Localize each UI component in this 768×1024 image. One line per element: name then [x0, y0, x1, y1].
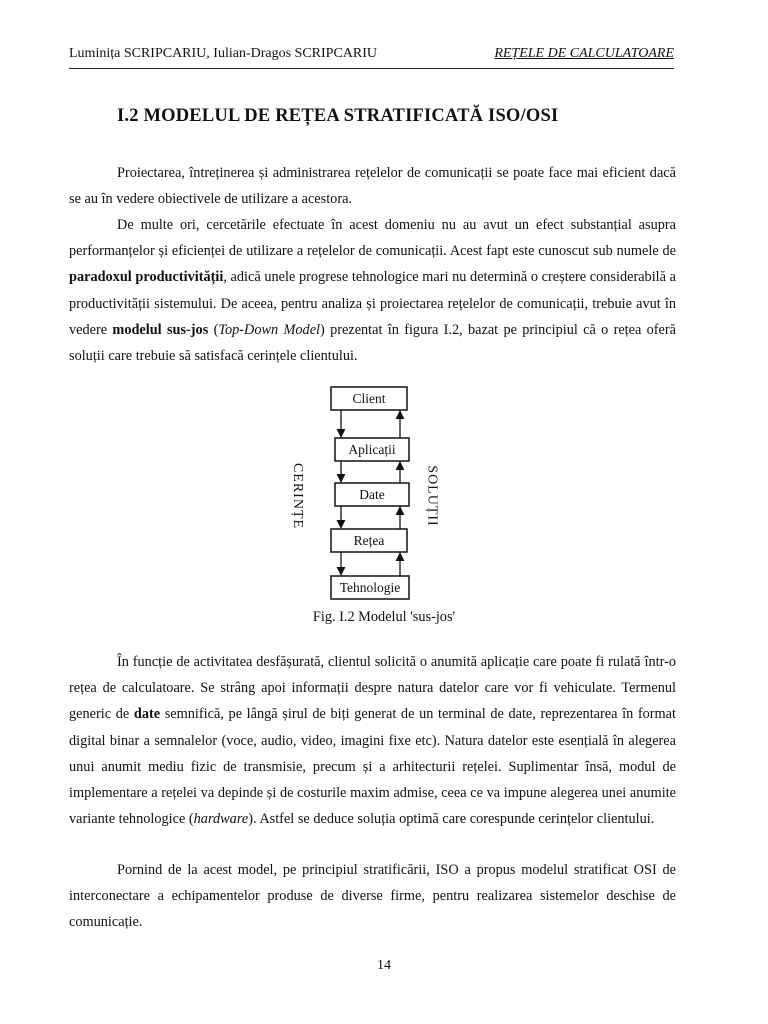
paragraph-2-text-1: De multe ori, cercetările efectuate în acest domeniu nu au avut un efect substanțial asupra performanțelor și eficienței de utilizare a rețelelor de comunicații. Acest fapt este cunoscut sub numele de [69, 217, 676, 260]
paragraph-2-text-4: ) prezentat în figura I.2, bazat pe principiul că o rețea oferă soluții care trebuie să satisfacă cerințele clientului. [69, 321, 677, 365]
box-label-client: Client [352, 391, 386, 406]
right-label-solutii: SOLUȚII [424, 465, 440, 527]
paragraph-2-text-3: ( [208, 321, 219, 338]
paragraph-3-text-1: În funcție de activitatea desfășurată, clientul solicită o anumită aplicație care poate fi rulată într-o rețea de calculatoare. Se strâng apoi informații despre natura datelor care vor fi vehiculate. Termenul generic de [69, 654, 676, 723]
term-hardware: hardware [193, 811, 249, 828]
paragraph-4: Pornind de la acest model, pe principiul stratificării, ISO a propus modelul stratificat OSI de interconectare a echipamentelor produse de diverse firme, pentru realizarea sistemelor deschise de comunicație. [69, 862, 676, 931]
box-label-aplicatii: Aplicații [348, 442, 396, 457]
paragraph-2 [69, 212, 676, 369]
paragraph-3-text-3: ). Astfel se deduce soluția optimă care corespunde cerințelor clientului. [248, 811, 655, 828]
page-number: 14 [377, 958, 391, 973]
box-label-tehnologie: Tehnologie [339, 580, 401, 595]
box-label-retea: Rețea [353, 533, 385, 548]
left-label-cerinte: CERINȚE [290, 462, 306, 530]
term-top-down-model-english: Top-Down Model [218, 321, 321, 338]
term-top-down-model: modelul sus-jos [112, 321, 209, 338]
term-productivity-paradox: paradoxul productivității [69, 269, 224, 286]
paragraph-3 [69, 649, 676, 832]
page-header [69, 44, 674, 69]
section-title: I.2 MODELUL DE REȚEA STRATIFICATĂ ISO/OSI [117, 106, 559, 126]
paragraph-2-text-2: , adică unele progrese tehnologice mari nu determină o creștere considerabilă a productivității sistemului. De aceea, pentru analiza și proiectarea rețelelor de comunicații, trebuie avut în vedere [69, 269, 676, 338]
header-authors: Luminița SCRIPCARIU, Iulian-Dragos SCRIPCARIU [69, 46, 378, 61]
figure-top-down-model [290, 382, 460, 604]
box-label-date: Date [359, 487, 385, 502]
paragraph-3-text-2: semnifică, pe lângă șirul de biți generat de un terminal de date, reprezentarea în format digital binar a semnalelor (voce, audio, video, imagini fixe etc). Natura datelor este esențială în alegerea unui anumit mediu fizic de transmisie, precum și a arhitecturii rețelei. Suplimentar însă, modul de implementare a rețelei va depinde și de costurile maxim admise, ceea ce va impune alegerea unei anumite variante tehnologice ( [69, 706, 676, 828]
paragraph-1: Proiectarea, întreținerea și administrarea rețelelor de comunicații se poate face mai eficient dacă se au în vedere obiectivele de utilizare a acestora. [69, 165, 676, 208]
term-date: date [133, 706, 161, 723]
header-course-title: REȚELE DE CALCULATOARE [494, 46, 674, 61]
figure-caption: Fig. I.2 Modelul 'sus-jos' [312, 609, 456, 625]
